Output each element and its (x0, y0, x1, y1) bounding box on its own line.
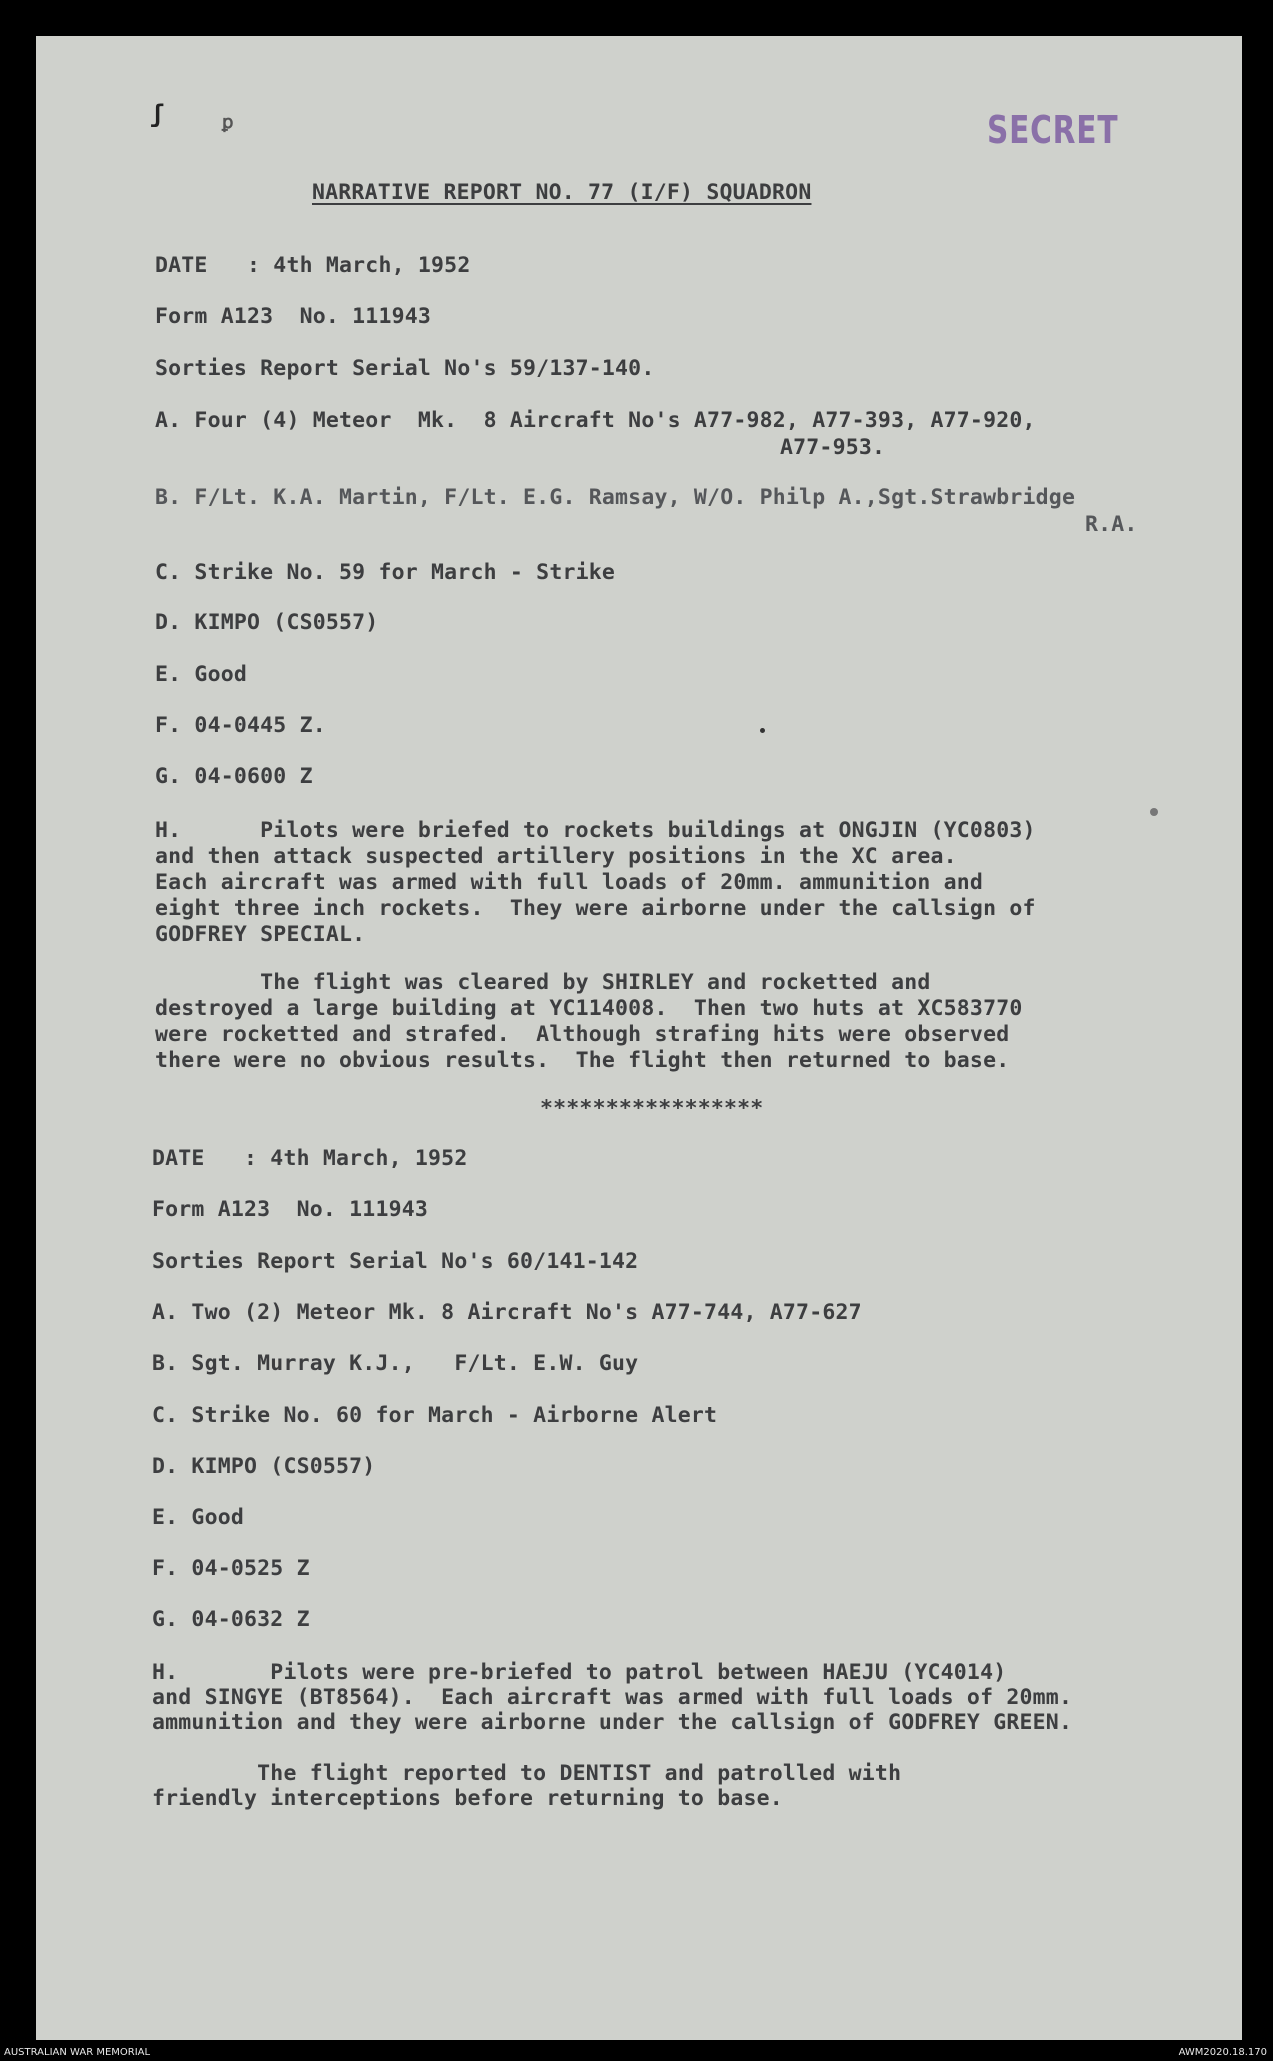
footer-institution: AUSTRALIAN WAR MEMORIAL (4, 2047, 151, 2058)
text-line: The flight was cleared by SHIRLEY and rocketted and (155, 970, 931, 995)
r1-item-a: A. Four (4) Meteor Mk. 8 Aircraft No's A77-982, A77-393, A77-920, (155, 408, 1036, 433)
ink-speck (1150, 808, 1158, 816)
r2-form: Form A123 No. 111943 (152, 1197, 429, 1222)
r2-item-a: A. Two (2) Meteor Mk. 8 Aircraft No's A77-744, A77-627 (152, 1300, 862, 1325)
r1-item-h-para1 (155, 818, 1036, 948)
r2-item-e: E. Good (152, 1505, 245, 1530)
r1-item-a-cont: A77-953. (780, 435, 886, 460)
text-line: eight three inch rockets. They were airborne under the callsign of (155, 896, 1036, 921)
r1-item-e: E. Good (155, 662, 248, 687)
r1-form: Form A123 No. 111943 (155, 304, 432, 329)
r2-item-h-para1 (152, 1660, 1072, 1735)
text-line: H. Pilots were pre-briefed to patrol between HAEJU (YC4014) (152, 1660, 1007, 1685)
r2-item-h-para2 (152, 1761, 901, 1811)
text-line: ammunition and they were airborne under the callsign of GODFREY GREEN. (152, 1710, 1073, 1735)
r2-item-d: D. KIMPO (CS0557) (152, 1454, 376, 1479)
r1-item-b: B. F/Lt. K.A. Martin, F/Lt. E.G. Ramsay, W/O. Philp A.,Sgt.Strawbridge (155, 485, 1076, 510)
r2-date: DATE : 4th March, 1952 (152, 1146, 468, 1171)
text-line: H. Pilots were briefed to rockets buildings at ONGJIN (YC0803) (155, 818, 1036, 843)
r1-sorties: Sorties Report Serial No's 59/137-140. (155, 356, 655, 381)
r1-item-c: C. Strike No. 59 for March - Strike (155, 560, 616, 585)
footer-accession: AWM2020.18.170 (1178, 2047, 1267, 2058)
r2-item-b: B. Sgt. Murray K.J., F/Lt. E.W. Guy (152, 1351, 639, 1376)
text-line: The flight reported to DENTIST and patrolled with (152, 1761, 902, 1786)
r2-item-g: G. 04-0632 Z (152, 1607, 310, 1632)
text-line: were rocketted and strafed. Although strafing hits were observed (155, 1022, 1010, 1047)
section-separator: ***************** (540, 1096, 764, 1121)
text-line: and then attack suspected artillery positions in the XC area. (155, 844, 957, 869)
text-line: GODFREY SPECIAL. (155, 922, 366, 947)
r2-item-c: C. Strike No. 60 for March - Airborne Alert (152, 1403, 718, 1428)
r1-item-d: D. KIMPO (CS0557) (155, 610, 379, 635)
r1-item-h-para2 (155, 970, 1023, 1074)
text-line: friendly interceptions before returning to base. (152, 1786, 783, 1811)
ink-mark: ʃ (150, 100, 165, 128)
r1-item-g: G. 04-0600 Z (155, 764, 313, 789)
secret-stamp: SECRET (987, 108, 1119, 152)
r1-item-b-cont: R.A. (1085, 512, 1138, 537)
r1-date: DATE : 4th March, 1952 (155, 253, 471, 278)
text-line: destroyed a large building at YC114008. Then two huts at XC583770 (155, 996, 1023, 1021)
r2-item-f: F. 04-0525 Z (152, 1556, 310, 1581)
text-line: Each aircraft was armed with full loads of 20mm. ammunition and (155, 870, 984, 895)
ink-speck (760, 728, 765, 733)
r1-item-f: F. 04-0445 Z. (155, 713, 326, 738)
text-line: there were no obvious results. The flight then returned to base. (155, 1048, 1010, 1073)
r2-sorties: Sorties Report Serial No's 60/141-142 (152, 1249, 639, 1274)
text-line: and SINGYE (BT8564). Each aircraft was armed with full loads of 20mm. (152, 1685, 1073, 1710)
ink-mark: ꝑ (222, 112, 234, 133)
report-title: NARRATIVE REPORT NO. 77 (I/F) SQUADRON (312, 180, 812, 205)
